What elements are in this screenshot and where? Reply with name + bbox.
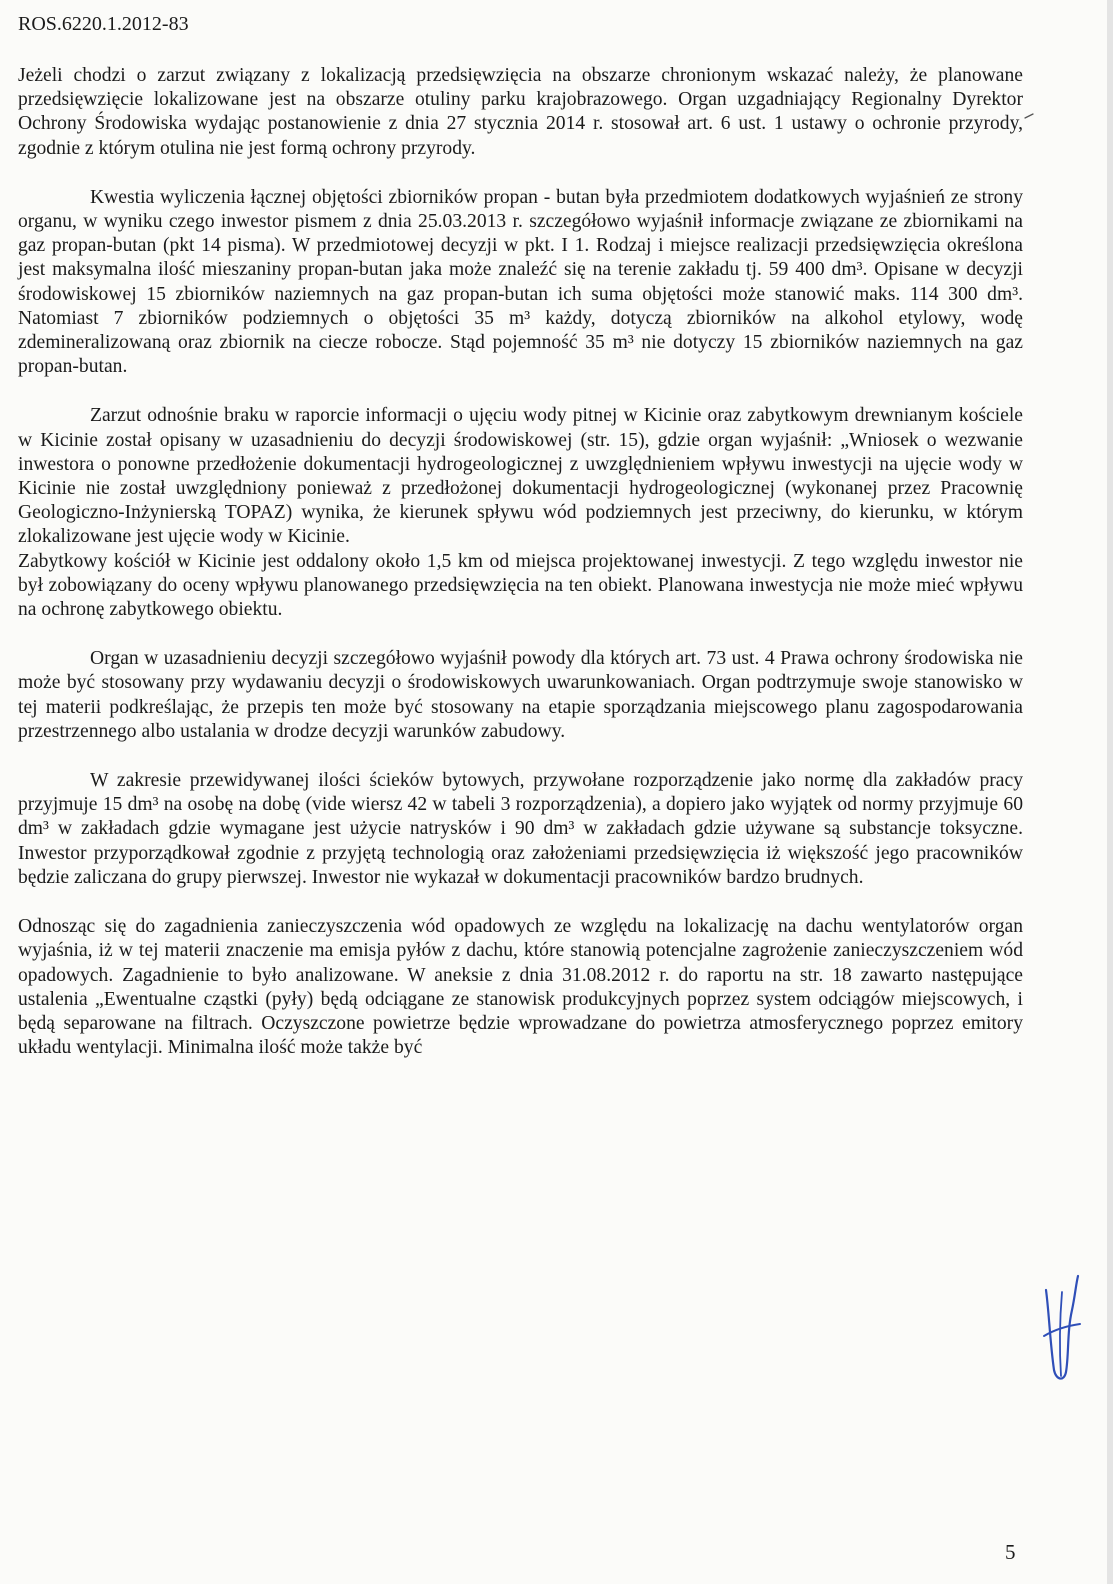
paragraph-rainwater: Odnosząc się do zagadnienia zanieczyszczenia wód opadowych ze względu na lokalizację na dachu wentylatorów organ wyjaśnia, iż w tej materii znaczenie ma emisja pyłów z dachu, które stanowią potencjalne zagrożenie zanieczyszczeniem wód opadowych. Zagadnienie to było analizowane. W aneksie z dnia 31.08.2012 r. do raportu na str. 18 zawarto następujące ustalenia „Ewentualne cząstki (pyły) będą odciągane ze stanowisk produkcyjnych poprzez system odciągów miejscowych, i będą separowane na filtrach. Oczyszczone powietrze będzie wprowadzane do powietrza atmosferycznego poprzez emitory układu wentylacji. Minimalna ilość może także być (18, 916, 1023, 1059)
document-body (18, 64, 1023, 1085)
paragraph-wastewater: W zakresie przewidywanej ilości ścieków bytowych, przywołane rozporządzenie jako normę dla zakładów pracy przyjmuje 15 dm³ na osobę na dobę (vide wiersz 42 w tabeli 3 rozporządzenia), a dopiero jako wyjątek od normy przyjmuje 60 dm³ w zakładach gdzie wymagane jest użycie natrysków i 90 dm³ w zakładach gdzie używane są substancje toksyczne. Inwestor przyporządkował zgodnie z przyjętą technologią oraz założeniami przedsięwzięcia iż większość jego pracowników będzie zaliczana do grupy pierwszej. Inwestor nie wykazał w dokumentacji pracowników bardzo brudnych. (18, 770, 1023, 888)
scan-edge (1107, 0, 1113, 1584)
paragraph-water-intake-church: Zarzut odnośnie braku w raporcie informacji o ujęciu wody pitnej w Kicinie oraz zabytkowym drewnianym kościele w Kicinie został opisany w uzasadnieniu do decyzji środowiskowej (str. 15), gdzie organ wyjaśnił: „Wniosek o wezwanie inwestora o ponowne przedłożenie dokumentacji hydrogeologicznej z uwzględnieniem wpływu inwestycji na ujęcie wody w Kicinie nie został uwzględniony ponieważ z przedłożonej dokumentacji hydrogeologicznej (wykonanej przez Pracownię Geologiczno-Inżynierską TOPAZ) wynika, że kierunek spływu wód podziemnych jest przeciwny, do kierunku, w którym zlokalizowane jest ujęcie wody w Kicinie. Zabytkowy kościół w Kicinie jest oddalony około 1,5 km od miejsca projektowanej inwestycji. Z tego względu inwestor nie był zobowiązany do oceny wpływu planowanego przedsięwzięcia na ten obiekt. Planowana inwestycja nie może mieć wpływu na ochronę zabytkowego obiektu. (18, 405, 1023, 621)
pen-tick-icon (1024, 112, 1034, 120)
paragraph-propane-tanks: Kwestia wyliczenia łącznej objętości zbiorników propan - butan była przedmiotem dodatkowych wyjaśnień ze strony organu, w wyniku czego inwestor pismem z dnia 25.03.2013 r. szczegółowo wyjaśnił informacje związane ze zbiornikami na gaz propan-butan (pkt 14 pisma). W przedmiotowej decyzji w pkt. I 1. Rodzaj i miejsce realizacji przedsięwzięcia określona jest maksymalna ilość mieszaniny propan-butan jaka może znaleźć się na terenie zakładu tj. 59 400 dm³. Opisane w decyzji środowiskowej 15 zbiorników naziemnych na gaz propan-butan ich suma objętości może stanowić maks. 114 300 dm³. Natomiast 7 zbiorników podziemnych o objętości 35 m³ każdy, dotyczą zbiorników na alkohol etylowy, wodę zdemineralizowaną oraz zbiornik na ciecze robocze. Stąd pojemność 35 m³ nie dotyczy 15 zbiorników naziemnych na gaz propan-butan. (18, 186, 1023, 378)
paragraph-article-73: Organ w uzasadnieniu decyzji szczegółowo wyjaśnił powody dla których art. 73 ust. 4 Prawa ochrony środowiska nie może być stosowany przy wydawaniu decyzji o środowiskowych uwarunkowaniach. Organ podtrzymuje swoje stanowisko w tej materii podkreślając, że przepis ten może być stosowany na etapie sporządzania miejscowego planu zagospodarowania przestrzennego albo ustalania w drodze decyzji warunków zabudowy. (18, 648, 1023, 742)
signature-icon (1038, 1272, 1086, 1390)
document-reference: ROS.6220.1.2012-83 (18, 13, 189, 35)
page-number: 5 (1005, 1540, 1016, 1564)
paragraph-protected-area: Jeżeli chodzi o zarzut związany z lokalizacją przedsięwzięcia na obszarze chronionym wskazać należy, że planowane przedsięwzięcie lokalizowane jest na obszarze otuliny parku krajobrazowego. Organ uzgadniający Regionalny Dyrektor Ochrony Środowiska wydając postanowienie z dnia 27 stycznia 2014 r. stosował art. 6 ust. 1 ustawy o ochronie przyrody, zgodnie z którym otulina nie jest formą ochrony przyrody. (18, 65, 1023, 159)
